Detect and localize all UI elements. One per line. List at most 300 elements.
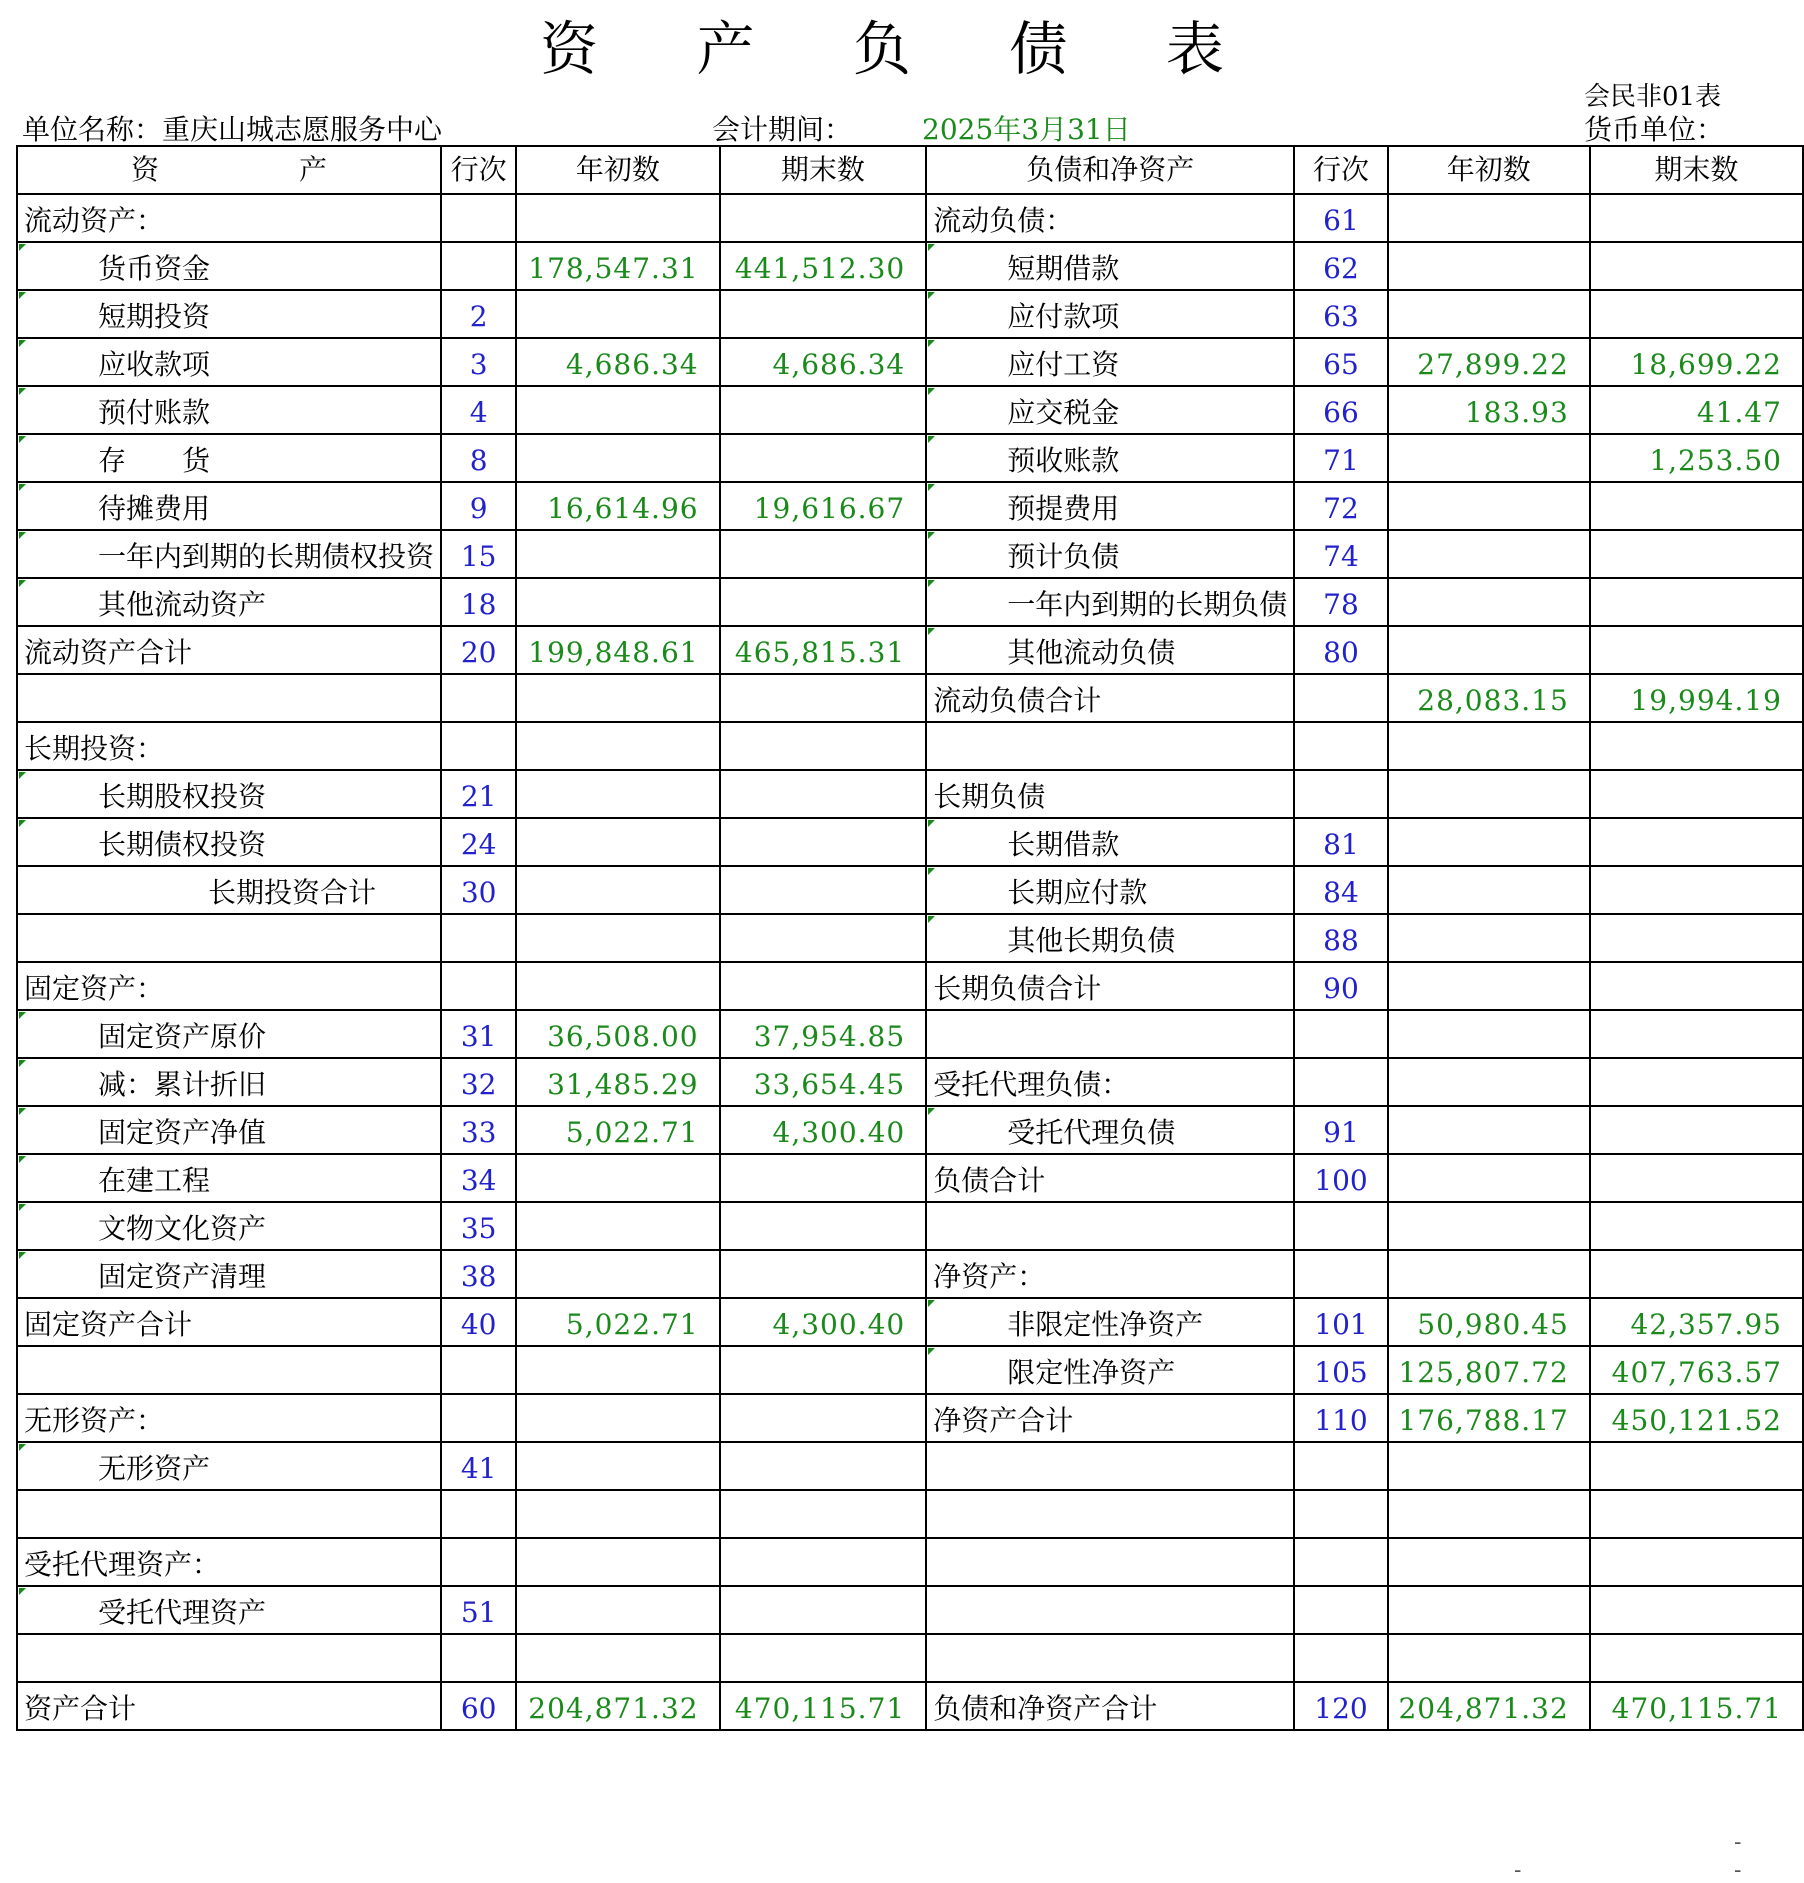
liability-begin-cell [1388,434,1590,482]
liability-begin-cell [1388,194,1590,242]
asset-end-cell [720,1490,927,1538]
asset-begin-cell [516,1586,719,1634]
asset-begin-cell [516,434,719,482]
asset-line-cell [441,1634,516,1682]
table-row [17,1106,1803,1154]
asset-line-cell: 41 [441,1442,516,1490]
liability-end-cell [1590,482,1803,530]
liability-begin-cell [1388,1202,1590,1250]
table-row [17,914,1803,962]
liability-begin-cell [1388,626,1590,674]
liability-begin-cell [1388,866,1590,914]
asset-line-cell [441,1538,516,1586]
asset-end-cell [720,578,927,626]
form-code: 会民非01表 [1584,82,1722,112]
liability-begin-cell [1388,1442,1590,1490]
liability-line-cell [1294,1634,1388,1682]
liability-name-cell: 其他流动负债 [926,626,1294,674]
asset-end-cell [720,530,927,578]
table-row [17,1538,1803,1586]
liability-begin-cell [1388,1538,1590,1586]
liability-name-cell: 长期应付款 [926,866,1294,914]
asset-end-cell [720,1538,927,1586]
table-row [17,1490,1803,1538]
table-row [17,674,1803,722]
liability-end-cell [1590,578,1803,626]
table-row [17,338,1803,386]
asset-end-cell: 19,616.67 [720,482,927,530]
liability-begin-cell [1388,1058,1590,1106]
asset-line-cell: 31 [441,1010,516,1058]
liability-line-cell [1294,1538,1388,1586]
asset-name-cell: 固定资产合计 [17,1298,441,1346]
asset-name-cell: 在建工程 [17,1154,441,1202]
asset-begin-cell: 31,485.29 [516,1058,719,1106]
asset-name-cell: 受托代理资产： [17,1538,441,1586]
asset-begin-cell: 204,871.32 [516,1682,719,1730]
asset-line-cell: 33 [441,1106,516,1154]
table-row [17,1442,1803,1490]
liability-begin-cell [1388,578,1590,626]
liability-line-cell [1294,1250,1388,1298]
col-header-asset: 资 产 [17,146,441,194]
table-row [17,1250,1803,1298]
asset-begin-cell: 16,614.96 [516,482,719,530]
asset-end-cell [720,1250,927,1298]
asset-begin-cell [516,1442,719,1490]
liability-line-cell: 101 [1294,1298,1388,1346]
liability-name-cell: 净资产： [926,1250,1294,1298]
asset-line-cell: 9 [441,482,516,530]
liability-begin-cell: 50,980.45 [1388,1298,1590,1346]
col-header-liability: 负债和净资产 [926,146,1294,194]
liability-line-cell: 90 [1294,962,1388,1010]
asset-name-cell: 固定资产： [17,962,441,1010]
liability-end-cell: 450,121.52 [1590,1394,1803,1442]
liability-begin-cell [1388,722,1590,770]
liability-name-cell: 一年内到期的长期负债 [926,578,1294,626]
liability-end-cell [1590,1202,1803,1250]
liability-name-cell [926,1634,1294,1682]
liability-begin-cell [1388,818,1590,866]
table-row [17,1682,1803,1730]
liability-begin-cell: 183.93 [1388,386,1590,434]
liability-name-cell: 净资产合计 [926,1394,1294,1442]
liability-name-cell [926,1490,1294,1538]
asset-name-cell: 固定资产原价 [17,1010,441,1058]
liability-line-cell: 105 [1294,1346,1388,1394]
asset-begin-cell [516,1394,719,1442]
asset-line-cell: 35 [441,1202,516,1250]
liability-line-cell: 91 [1294,1106,1388,1154]
asset-begin-cell: 5,022.71 [516,1298,719,1346]
table-row [17,578,1803,626]
table-row [17,1058,1803,1106]
liability-end-cell [1590,1058,1803,1106]
table-row [17,434,1803,482]
asset-line-cell [441,194,516,242]
liability-end-cell: 19,994.19 [1590,674,1803,722]
asset-begin-cell: 178,547.31 [516,242,719,290]
liability-line-cell: 110 [1294,1394,1388,1442]
liability-end-cell [1590,1154,1803,1202]
liability-name-cell [926,1442,1294,1490]
liability-begin-cell [1388,1634,1590,1682]
asset-begin-cell [516,1634,719,1682]
liability-begin-cell [1388,482,1590,530]
liability-begin-cell [1388,1010,1590,1058]
asset-line-cell [441,722,516,770]
asset-end-cell [720,722,927,770]
liability-name-cell: 受托代理负债： [926,1058,1294,1106]
col-header-line2: 行次 [1294,146,1388,194]
asset-end-cell: 441,512.30 [720,242,927,290]
asset-end-cell [720,1202,927,1250]
liability-end-cell: 470,115.71 [1590,1682,1803,1730]
asset-begin-cell [516,1346,719,1394]
asset-begin-cell [516,914,719,962]
asset-name-cell [17,914,441,962]
liability-end-cell: 42,357.95 [1590,1298,1803,1346]
liability-name-cell: 长期借款 [926,818,1294,866]
asset-end-cell [720,1442,927,1490]
liability-line-cell [1294,722,1388,770]
liability-end-cell [1590,1490,1803,1538]
liability-line-cell [1294,1490,1388,1538]
liability-begin-cell: 28,083.15 [1388,674,1590,722]
asset-name-cell: 流动资产合计 [17,626,441,674]
liability-begin-cell [1388,1586,1590,1634]
liability-line-cell: 65 [1294,338,1388,386]
asset-name-cell: 一年内到期的长期债权投资 [17,530,441,578]
asset-name-cell: 受托代理资产 [17,1586,441,1634]
liability-end-cell [1590,290,1803,338]
liability-name-cell [926,1586,1294,1634]
unit-name: 单位名称：重庆山城志愿服务中心 [22,113,443,146]
asset-end-cell [720,290,927,338]
liability-name-cell [926,1010,1294,1058]
asset-name-cell: 长期投资： [17,722,441,770]
liability-begin-cell: 204,871.32 [1388,1682,1590,1730]
table-header-row [17,146,1803,194]
liability-end-cell [1590,722,1803,770]
page-title: 资 产 负 债 表 [540,15,1264,83]
asset-name-cell [17,1490,441,1538]
asset-name-cell: 待摊费用 [17,482,441,530]
liability-name-cell: 应交税金 [926,386,1294,434]
liability-line-cell: 84 [1294,866,1388,914]
liability-line-cell [1294,1586,1388,1634]
liability-end-cell [1590,1010,1803,1058]
table-row [17,1154,1803,1202]
liability-end-cell [1590,962,1803,1010]
liability-line-cell: 80 [1294,626,1388,674]
asset-end-cell [720,818,927,866]
liability-begin-cell [1388,1250,1590,1298]
asset-name-cell: 固定资产清理 [17,1250,441,1298]
asset-end-cell [720,434,927,482]
liability-end-cell [1590,626,1803,674]
liability-begin-cell [1388,242,1590,290]
liability-line-cell [1294,770,1388,818]
liability-end-cell [1590,866,1803,914]
table-row [17,1634,1803,1682]
liability-begin-cell [1388,962,1590,1010]
liability-name-cell: 短期借款 [926,242,1294,290]
asset-line-cell [441,1490,516,1538]
liability-begin-cell [1388,1490,1590,1538]
liability-name-cell: 流动负债： [926,194,1294,242]
liability-name-cell: 其他长期负债 [926,914,1294,962]
asset-end-cell [720,866,927,914]
liability-begin-cell [1388,1106,1590,1154]
liability-name-cell: 负债和净资产合计 [926,1682,1294,1730]
asset-line-cell: 40 [441,1298,516,1346]
asset-line-cell: 60 [441,1682,516,1730]
asset-name-cell: 短期投资 [17,290,441,338]
asset-name-cell: 减：累计折旧 [17,1058,441,1106]
liability-begin-cell: 27,899.22 [1388,338,1590,386]
asset-name-cell: 无形资产： [17,1394,441,1442]
table-row [17,1298,1803,1346]
asset-name-cell: 其他流动资产 [17,578,441,626]
asset-name-cell: 流动资产： [17,194,441,242]
asset-name-cell: 长期投资合计 [17,866,441,914]
table-row [17,626,1803,674]
liability-line-cell: 63 [1294,290,1388,338]
col-header-line: 行次 [441,146,516,194]
period-label: 会计期间： [712,113,853,146]
liability-end-cell: 407,763.57 [1590,1346,1803,1394]
liability-end-cell: 41.47 [1590,386,1803,434]
table-row [17,1010,1803,1058]
liability-line-cell: 61 [1294,194,1388,242]
asset-line-cell: 30 [441,866,516,914]
asset-begin-cell [516,674,719,722]
liability-line-cell: 81 [1294,818,1388,866]
asset-begin-cell: 5,022.71 [516,1106,719,1154]
liability-name-cell: 受托代理负债 [926,1106,1294,1154]
asset-name-cell: 长期债权投资 [17,818,441,866]
asset-name-cell [17,674,441,722]
asset-begin-cell: 199,848.61 [516,626,719,674]
asset-begin-cell [516,722,719,770]
asset-end-cell: 4,300.40 [720,1106,927,1154]
asset-line-cell [441,1346,516,1394]
asset-end-cell [720,1346,927,1394]
liability-begin-cell [1388,770,1590,818]
asset-begin-cell [516,386,719,434]
col-header-begin: 年初数 [516,146,719,194]
balance-sheet-table [16,145,1804,1731]
liability-name-cell: 负债合计 [926,1154,1294,1202]
liability-name-cell [926,1538,1294,1586]
asset-line-cell: 51 [441,1586,516,1634]
liability-end-cell [1590,1538,1803,1586]
asset-name-cell: 预付账款 [17,386,441,434]
col-header-end: 期末数 [720,146,927,194]
asset-end-cell: 37,954.85 [720,1010,927,1058]
liability-end-cell: 1,253.50 [1590,434,1803,482]
asset-line-cell: 18 [441,578,516,626]
asset-line-cell: 21 [441,770,516,818]
asset-line-cell: 8 [441,434,516,482]
asset-name-cell [17,1346,441,1394]
table-row [17,1202,1803,1250]
liability-begin-cell: 176,788.17 [1388,1394,1590,1442]
liability-end-cell [1590,194,1803,242]
asset-name-cell: 货币资金 [17,242,441,290]
liability-line-cell: 100 [1294,1154,1388,1202]
footer-dash-2: - [1514,1858,1522,1883]
liability-name-cell: 长期负债 [926,770,1294,818]
asset-line-cell: 4 [441,386,516,434]
table-row [17,818,1803,866]
currency-unit: 货币单位： [1584,113,1725,146]
asset-end-cell [720,962,927,1010]
liability-end-cell [1590,1106,1803,1154]
liability-end-cell [1590,1634,1803,1682]
liability-begin-cell [1388,530,1590,578]
asset-end-cell [720,1634,927,1682]
footer-dash-3: - [1734,1858,1742,1883]
asset-line-cell: 24 [441,818,516,866]
liability-line-cell [1294,1058,1388,1106]
asset-end-cell: 4,300.40 [720,1298,927,1346]
table-row [17,1586,1803,1634]
asset-begin-cell: 36,508.00 [516,1010,719,1058]
asset-line-cell [441,674,516,722]
liability-line-cell: 66 [1294,386,1388,434]
asset-end-cell [720,914,927,962]
asset-begin-cell [516,770,719,818]
asset-line-cell: 20 [441,626,516,674]
col-header-end2: 期末数 [1590,146,1803,194]
asset-begin-cell [516,194,719,242]
liability-end-cell [1590,1250,1803,1298]
asset-end-cell [720,674,927,722]
liability-name-cell: 应付工资 [926,338,1294,386]
asset-line-cell [441,242,516,290]
liability-begin-cell [1388,1154,1590,1202]
liability-begin-cell [1388,290,1590,338]
asset-line-cell: 38 [441,1250,516,1298]
liability-end-cell [1590,914,1803,962]
asset-begin-cell [516,962,719,1010]
liability-line-cell [1294,1010,1388,1058]
liability-end-cell [1590,1586,1803,1634]
liability-begin-cell [1388,914,1590,962]
asset-begin-cell [516,578,719,626]
asset-end-cell [720,1586,927,1634]
asset-line-cell: 15 [441,530,516,578]
asset-end-cell: 470,115.71 [720,1682,927,1730]
asset-end-cell [720,386,927,434]
liability-line-cell: 72 [1294,482,1388,530]
liability-name-cell: 非限定性净资产 [926,1298,1294,1346]
liability-line-cell: 71 [1294,434,1388,482]
table-row [17,194,1803,242]
asset-begin-cell [516,530,719,578]
asset-begin-cell [516,866,719,914]
liability-line-cell: 78 [1294,578,1388,626]
col-header-begin2: 年初数 [1388,146,1590,194]
table-row [17,866,1803,914]
asset-begin-cell [516,1490,719,1538]
asset-begin-cell: 4,686.34 [516,338,719,386]
asset-line-cell: 34 [441,1154,516,1202]
asset-line-cell [441,962,516,1010]
liability-end-cell: 18,699.22 [1590,338,1803,386]
asset-line-cell [441,914,516,962]
asset-begin-cell [516,1202,719,1250]
table-row [17,290,1803,338]
asset-line-cell: 3 [441,338,516,386]
liability-begin-cell: 125,807.72 [1388,1346,1590,1394]
liability-end-cell [1590,770,1803,818]
asset-name-cell: 文物文化资产 [17,1202,441,1250]
table-row [17,962,1803,1010]
asset-name-cell [17,1634,441,1682]
asset-begin-cell [516,1538,719,1586]
liability-line-cell: 62 [1294,242,1388,290]
asset-name-cell: 资产合计 [17,1682,441,1730]
liability-name-cell [926,722,1294,770]
liability-end-cell [1590,242,1803,290]
liability-name-cell: 预收账款 [926,434,1294,482]
asset-line-cell [441,1394,516,1442]
liability-name-cell: 预提费用 [926,482,1294,530]
table-row [17,722,1803,770]
liability-line-cell [1294,1442,1388,1490]
asset-name-cell: 存 货 [17,434,441,482]
asset-line-cell: 32 [441,1058,516,1106]
asset-end-cell: 4,686.34 [720,338,927,386]
liability-line-cell: 74 [1294,530,1388,578]
asset-end-cell [720,194,927,242]
asset-end-cell: 33,654.45 [720,1058,927,1106]
table-row [17,530,1803,578]
asset-begin-cell [516,1250,719,1298]
period-value: 2025年3月31日 [922,113,1131,146]
liability-name-cell: 应付款项 [926,290,1294,338]
asset-begin-cell [516,818,719,866]
asset-end-cell [720,770,927,818]
liability-name-cell: 限定性净资产 [926,1346,1294,1394]
liability-name-cell [926,1202,1294,1250]
asset-name-cell: 无形资产 [17,1442,441,1490]
asset-line-cell: 2 [441,290,516,338]
asset-end-cell: 465,815.31 [720,626,927,674]
table-row [17,770,1803,818]
asset-end-cell [720,1394,927,1442]
liability-name-cell: 长期负债合计 [926,962,1294,1010]
table-row [17,1346,1803,1394]
table-row [17,386,1803,434]
liability-end-cell [1590,1442,1803,1490]
footer-dash-1: - [1734,1830,1742,1855]
liability-end-cell [1590,530,1803,578]
liability-line-cell [1294,674,1388,722]
asset-begin-cell [516,1154,719,1202]
table-row [17,242,1803,290]
liability-line-cell: 120 [1294,1682,1388,1730]
liability-end-cell [1590,818,1803,866]
asset-name-cell: 长期股权投资 [17,770,441,818]
liability-name-cell: 预计负债 [926,530,1294,578]
liability-name-cell: 流动负债合计 [926,674,1294,722]
asset-end-cell [720,1154,927,1202]
